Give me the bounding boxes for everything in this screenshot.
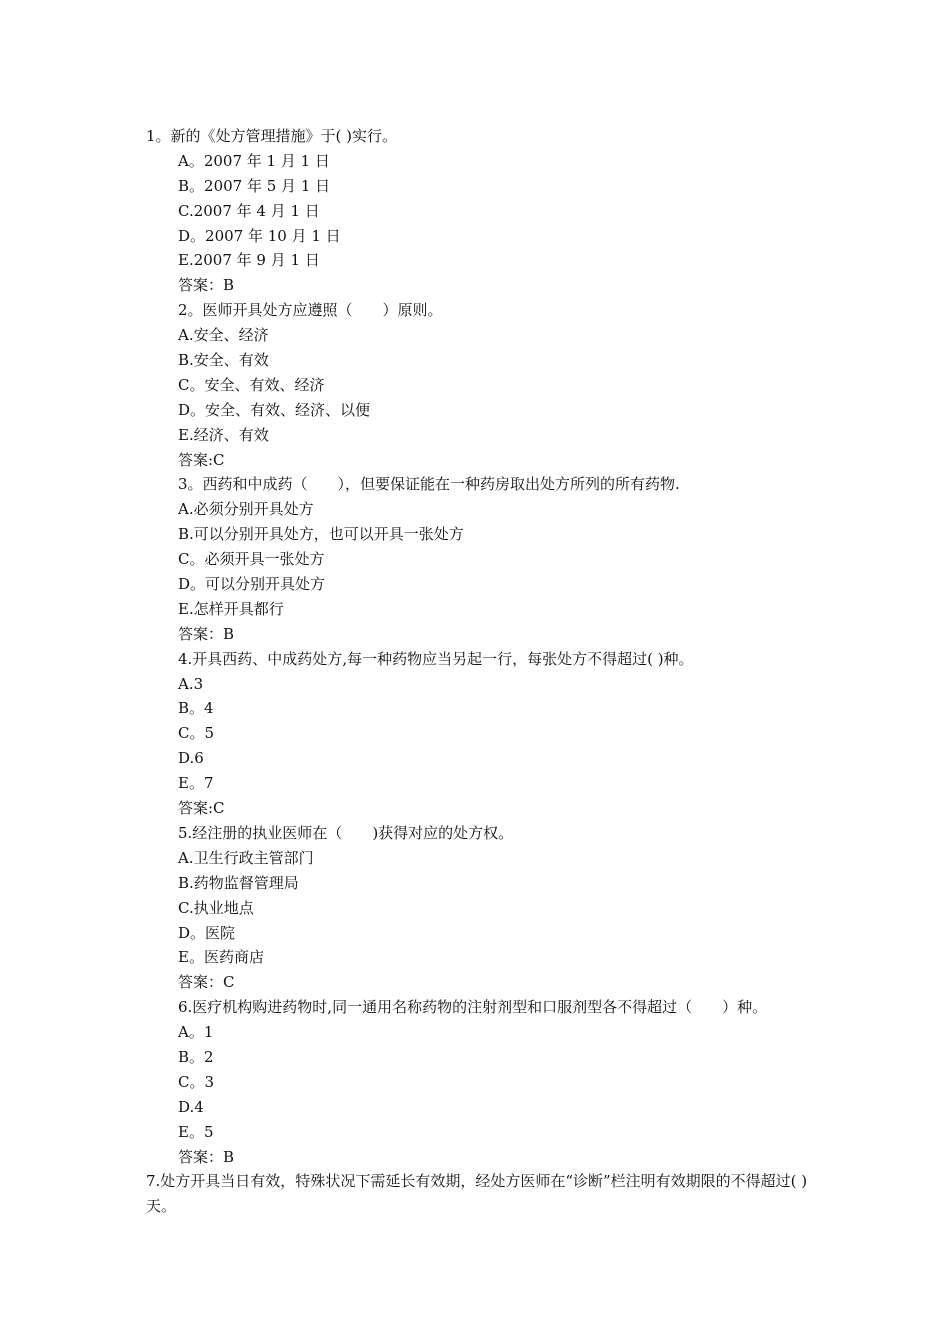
option-line: A.安全、经济 (178, 326, 269, 345)
option-line: C.2007 年 4 月 1 日 (178, 201, 320, 220)
answer-line: 答案:C (178, 799, 225, 818)
option-line: C。必须开具一张处方 (178, 550, 325, 569)
option-line: B.药物监督管理局 (178, 873, 299, 892)
option-line: A。1 (178, 1023, 214, 1042)
option-line: E.怎样开具都行 (178, 599, 284, 618)
option-line: A.必须分别开具处方 (178, 500, 314, 519)
question-line: 2。医师开具处方应遵照（ ）原则。 (178, 301, 443, 320)
option-line: C.执业地点 (178, 898, 254, 917)
option-line: E.经济、有效 (178, 425, 269, 444)
option-line: D。医院 (178, 923, 236, 942)
question-line: 4.开具西药、中成药处方,每一种药物应当另起一行，每张处方不得超过( )种。 (178, 649, 694, 668)
question-line: 3。西药和中成药（ ），但要保证能在一种药房取出处方所列的所有药物. (178, 475, 680, 494)
option-line: B。2 (178, 1047, 214, 1066)
option-line: D.6 (178, 749, 204, 768)
option-line: D。2007 年 10 月 1 日 (178, 226, 341, 245)
option-line: C。安全、有效、经济 (178, 375, 325, 394)
option-line: D。可以分别开具处方 (178, 575, 326, 594)
option-line: C。5 (178, 724, 215, 743)
question-line: 6.医疗机构购进药物时,同一通用名称药物的注射剂型和口服剂型各不得超过（ ）种。 (178, 998, 768, 1017)
option-line: D.4 (178, 1097, 204, 1116)
answer-line: 答案：B (178, 1147, 235, 1166)
option-line: B.可以分别开具处方，也可以开具一张处方 (178, 525, 464, 544)
answer-line: 答案：C (178, 973, 235, 992)
option-line: B。4 (178, 699, 214, 718)
question-line: 7.处方开具当日有效，特殊状况下需延长有效期，经处方医师在“诊断”栏注明有效期限的不得超过( )天。 (146, 1172, 808, 1216)
option-line: A。2007 年 1 月 1 日 (178, 151, 330, 170)
question-line: 5.经注册的执业医师在（ )获得对应的处方权。 (178, 823, 514, 842)
question-list (146, 124, 826, 1219)
answer-line: 答案：B (178, 276, 235, 295)
option-line: D。安全、有效、经济、以便 (178, 400, 371, 419)
option-line: A.3 (178, 674, 204, 693)
question-line: 1。新的《处方管理措施》于( )实行。 (146, 127, 398, 145)
option-line: E.2007 年 9 月 1 日 (178, 251, 320, 270)
option-line: A.卫生行政主管部门 (178, 848, 314, 867)
option-line: E。医药商店 (178, 948, 264, 967)
option-line: C。3 (178, 1072, 215, 1091)
answer-line: 答案：B (178, 624, 235, 643)
option-line: B.安全、有效 (178, 351, 269, 370)
option-line: E。7 (178, 774, 214, 793)
option-line: E。5 (178, 1122, 214, 1141)
answer-line: 答案:C (178, 450, 225, 469)
option-line: B。2007 年 5 月 1 日 (178, 176, 331, 195)
